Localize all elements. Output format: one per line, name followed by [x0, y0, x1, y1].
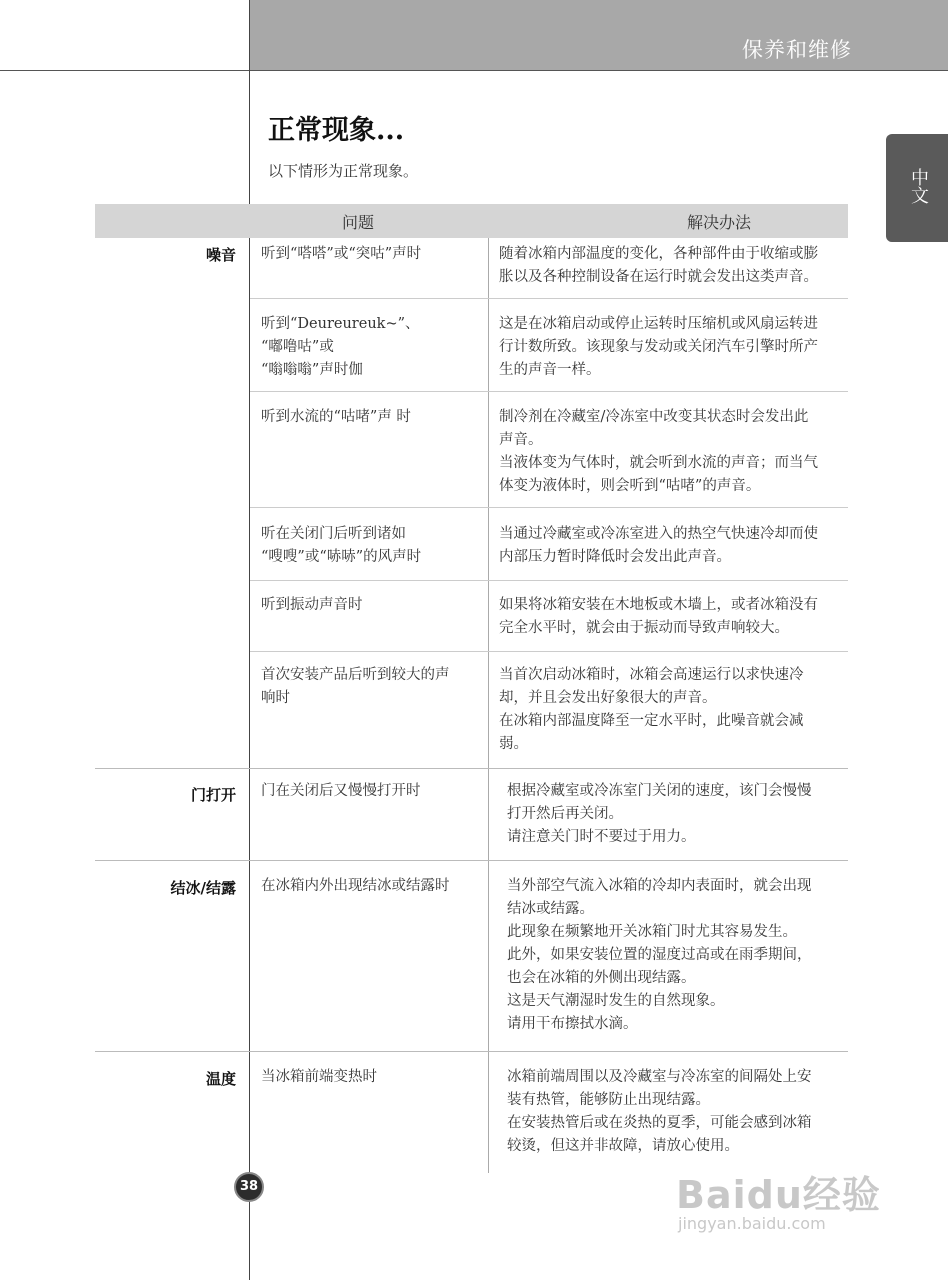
table-header: [95, 204, 848, 238]
problem-cell: 当冰箱前端变热时: [261, 1069, 377, 1085]
problem-cell: 听到水流的“咕啫”声 时: [261, 409, 411, 425]
row-divider: [250, 391, 848, 392]
watermark-brand: Baidu经验: [676, 1173, 881, 1217]
problem-cell: 门在关闭后又慢慢打开时: [261, 783, 421, 799]
row-divider: [250, 298, 848, 299]
column-header-solution: 解决办法: [687, 213, 752, 232]
category-temperature: 温度: [205, 1070, 236, 1088]
solution-cell: 这是在冰箱启动或停止运转时压缩机或风扇运转进 行计数所致。该现象与发动或关闭汽车引擎时所产 生的声音一样。: [499, 316, 818, 378]
problem-cell: 听到“Deureureuk~”、 “嘟噜咕”或 “嗡嗡嗡”声时伽: [261, 316, 420, 378]
intro-text: 以下情形为正常现象。: [268, 162, 419, 180]
solution-cell: 当通过冷藏室或冷冻室进入的热空气快速冷却而使 内部压力暂时降低时会发出此声音。: [499, 526, 818, 565]
problem-cell: 听到振动声音时: [261, 597, 363, 613]
category-noise: 噪音: [205, 246, 236, 264]
page-margin-line: [249, 0, 250, 1280]
section-divider: [95, 768, 848, 769]
header-band: [250, 0, 948, 70]
column-divider: [488, 238, 489, 1173]
column-header-problem: 问题: [342, 213, 375, 232]
row-divider: [250, 651, 848, 652]
problem-cell: 首次安装产品后听到较大的声 响时: [261, 667, 450, 706]
page-number-badge: [234, 1172, 264, 1202]
header-divider: [0, 70, 948, 71]
problem-cell: 听到“嗒嗒”或“突咕”声时: [261, 246, 422, 262]
watermark-site: jingyan.baidu.com: [678, 1214, 826, 1233]
category-frost: 结冰/结露: [170, 879, 236, 897]
category-door: 门打开: [190, 786, 236, 804]
solution-cell: 制冷剂在冷藏室/冷冻室中改变其状态时会发出此 声音。 当液体变为气体时，就会听到水流的声音；而当气 体变为液体时，则会听到“咕啫”的声音。: [499, 409, 818, 494]
solution-cell: 冰箱前端周围以及冷藏室与冷冻室的间隔处上安 装有热管，能够防止出现结露。 在安装热管后或在炎热的夏季，可能会感到冰箱 较烫，但这并非故障，请放心使用。: [507, 1069, 812, 1154]
section-divider: [95, 1051, 848, 1052]
section-divider: [95, 860, 848, 861]
language-tab-label: 中文: [908, 168, 929, 204]
problem-cell: 在冰箱内外出现结冰或结露时: [261, 878, 450, 894]
solution-cell: 当外部空气流入冰箱的冷却内表面时，就会出现 结冰或结露。 此现象在频繁地开关冰箱门时尤其容易发生。 此外，如果安装位置的湿度过高或在雨季期间， 也会在冰箱的外侧出现结露。 这是天气潮湿时发生的自然现象。 请用干布擦拭水滴。: [507, 878, 812, 1032]
language-tab: [886, 134, 948, 242]
row-divider: [250, 507, 848, 508]
page-number: 38: [239, 1179, 259, 1194]
problem-cell: 听在关闭门后听到诸如 “嗖嗖”或“哧哧”的风声时: [261, 526, 422, 565]
row-divider: [250, 580, 848, 581]
solution-cell: 当首次启动冰箱时，冰箱会高速运行以求快速冷 却，并且会发出好象很大的声音。 在冰箱内部温度降至一定水平时，此噪音就会减 弱。: [499, 667, 804, 752]
page-title: 正常现象...: [268, 115, 405, 146]
section-title: 保养和维修: [742, 38, 852, 62]
solution-cell: 随着冰箱内部温度的变化，各种部件由于收缩或膨 胀以及各种控制设备在运行时就会发出这类声音。: [499, 246, 818, 285]
watermark: [676, 1158, 896, 1238]
solution-cell: 根据冷藏室或冷冻室门关闭的速度，该门会慢慢 打开然后再关闭。 请注意关门时不要过于用力。: [507, 783, 812, 845]
solution-cell: 如果将冰箱安装在木地板或木墙上，或者冰箱没有 完全水平时，就会由于振动而导致声响较大。: [499, 597, 818, 636]
